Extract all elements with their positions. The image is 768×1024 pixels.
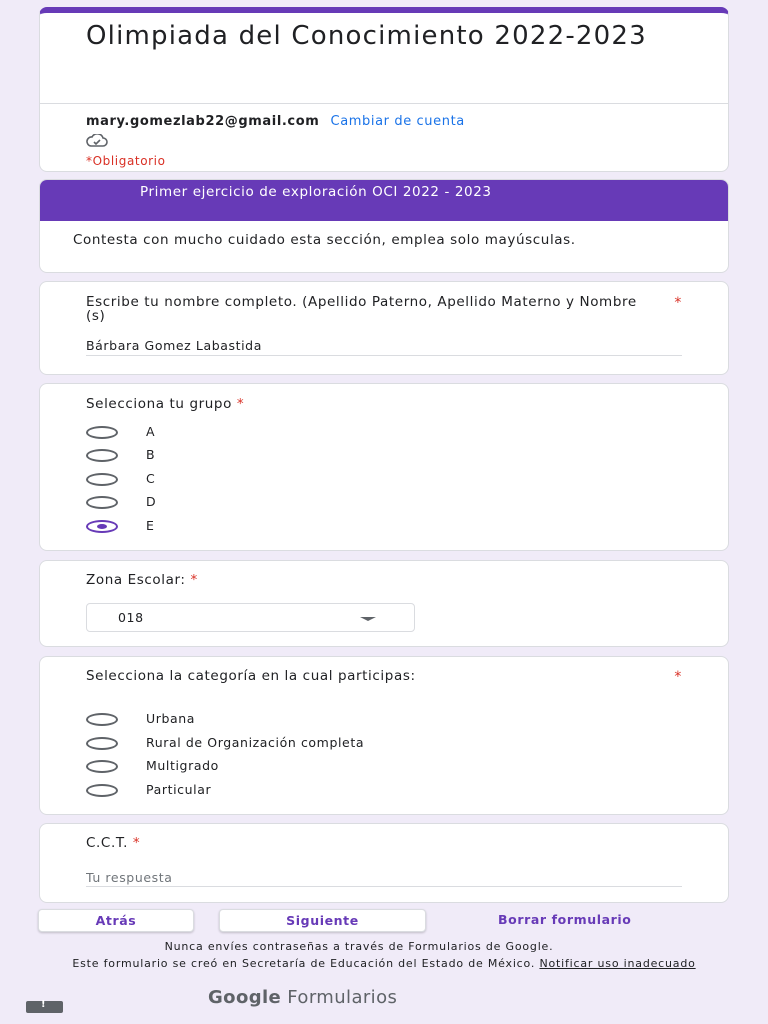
required-note: *Obligatorio <box>86 154 166 168</box>
option-label: A <box>146 424 156 439</box>
radio-button-selected[interactable] <box>86 520 118 533</box>
radio-button[interactable] <box>86 713 118 726</box>
radio-button[interactable] <box>86 737 118 750</box>
required-asterisk: * <box>132 835 141 851</box>
question-group-card <box>39 383 729 551</box>
question-zone-label: Zona Escolar: <box>86 572 186 588</box>
report-feedback-icon[interactable] <box>26 1001 63 1013</box>
question-name-card <box>39 281 729 375</box>
account-email: mary.gomezlab22@gmail.com <box>86 114 320 129</box>
required-asterisk: * <box>236 396 245 412</box>
back-button[interactable]: Atrás <box>38 909 194 932</box>
radio-button[interactable] <box>86 760 118 773</box>
option-label: D <box>146 494 157 509</box>
option-label: B <box>146 447 156 462</box>
question-cct-card <box>39 823 729 903</box>
question-cct-title <box>86 836 140 850</box>
next-button[interactable]: Siguiente <box>219 909 426 932</box>
radio-button[interactable] <box>86 449 118 462</box>
question-cct-label: C.C.T. <box>86 835 128 851</box>
form-header-card <box>39 7 729 172</box>
required-asterisk: * <box>674 669 682 685</box>
question-group-label: Selecciona tu grupo <box>86 396 232 412</box>
brand-google: Google <box>208 987 282 1008</box>
option-label: E <box>146 518 155 533</box>
zone-dropdown[interactable] <box>86 603 415 632</box>
question-name-title: Escribe tu nombre completo. (Apellido Paterno, Apellido Materno y Nombre (s) <box>86 294 637 324</box>
form-created-note <box>60 958 708 970</box>
radio-button[interactable] <box>86 496 118 509</box>
brand-forms: Formularios <box>287 987 398 1008</box>
form-created-text: Este formulario se creó en Secretaría de Educación del Estado de México. <box>72 957 536 970</box>
required-asterisk: * <box>674 295 682 311</box>
zone-dropdown-value: 018 <box>118 610 144 625</box>
option-label: Urbana <box>146 711 196 726</box>
option-label: C <box>146 471 156 486</box>
question-category-title: Selecciona la categoría en la cual participas: <box>86 668 416 684</box>
cloud-saved-icon <box>86 134 108 148</box>
radio-button[interactable] <box>86 426 118 439</box>
option-label: Rural de Organización completa <box>146 735 365 750</box>
section-description: Contesta con mucho cuidado esta sección, emplea solo mayúsculas. <box>73 232 576 248</box>
name-answer-field[interactable]: Bárbara Gomez Labastida <box>86 338 682 356</box>
switch-account-link[interactable]: Cambiar de cuenta <box>330 114 465 129</box>
question-group-title <box>86 397 244 411</box>
required-asterisk: * <box>190 572 198 588</box>
dropdown-arrow-icon <box>360 617 376 621</box>
google-forms-logo[interactable] <box>208 987 397 1008</box>
radio-button[interactable] <box>86 473 118 486</box>
section-title: Primer ejercicio de exploración OCI 2022 - 2023 <box>40 180 728 221</box>
radio-button[interactable] <box>86 784 118 797</box>
option-label: Particular <box>146 782 212 797</box>
header-divider <box>40 103 728 104</box>
cct-input[interactable] <box>86 868 682 887</box>
option-label: Multigrado <box>146 758 219 773</box>
question-category-card <box>39 656 729 815</box>
question-zone-title <box>86 573 198 587</box>
report-abuse-link[interactable]: Notificar uso inadecuado <box>539 957 696 970</box>
question-zone-card <box>39 560 729 647</box>
clear-form-button[interactable]: Borrar formulario <box>498 912 632 927</box>
password-warning: Nunca envíes contraseñas a través de Formularios de Google. <box>164 940 554 953</box>
section-card <box>39 179 729 273</box>
account-line <box>86 114 465 129</box>
form-title: Olimpiada del Conocimiento 2022-2023 <box>86 21 647 51</box>
